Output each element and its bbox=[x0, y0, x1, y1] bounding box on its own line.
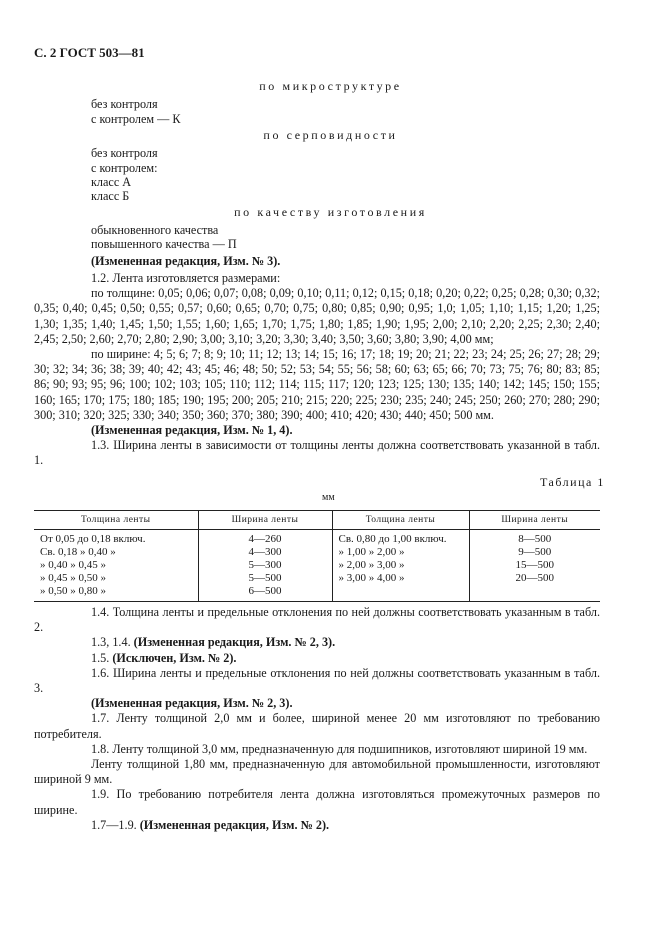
thickness-width-table bbox=[34, 510, 600, 602]
edition-note bbox=[34, 818, 600, 833]
table-cell: 5—500 bbox=[198, 572, 332, 585]
table-cell: » 0,40 » 0,45 » bbox=[40, 559, 106, 571]
clause-1-2 bbox=[34, 271, 600, 469]
table-cell: Св. 0,80 до 1,00 включ. bbox=[332, 530, 469, 547]
edition-note-text: (Исключен, Изм. № 2). bbox=[112, 650, 237, 665]
page-header: С. 2 ГОСТ 503—81 bbox=[34, 45, 145, 60]
table-cell: » 1,00 » 2,00 » bbox=[332, 546, 469, 559]
table-cell: » 0,45 » 0,50 » bbox=[40, 572, 106, 584]
table-cell: Св. 0,18 » 0,40 » bbox=[40, 546, 116, 558]
clause-1-6: 1.6. Ширина ленты и предельные отклонения по ней должны соответствовать указанным в табл. 3. bbox=[34, 665, 600, 696]
edition-note: (Измененная редакция, Изм. № 3). bbox=[91, 254, 281, 268]
list-item: с контролем — К bbox=[91, 112, 181, 126]
section-title-curvature: по серповидности bbox=[263, 128, 398, 142]
clause-number: 1.3, 1.4. bbox=[91, 635, 131, 650]
table-header: Ширина ленты bbox=[198, 511, 332, 530]
clause-number: 1.7—1.9. bbox=[91, 817, 137, 832]
clause-1-3: 1.3. Ширина ленты в зависимости от толщины ленты должна соответствовать указанной в табл. 1. bbox=[34, 438, 600, 468]
clause-1-4: 1.4. Толщина ленты и предельные отклонения по ней должны соответствовать указанным в табл. 2. bbox=[34, 605, 600, 635]
table-header: Толщина ленты bbox=[34, 511, 198, 530]
table-row bbox=[34, 546, 600, 559]
table-row bbox=[34, 559, 600, 572]
edition-note-text: (Измененная редакция, Изм. № 2). bbox=[139, 817, 330, 832]
clause-1-5 bbox=[34, 651, 600, 666]
table-header: Толщина ленты bbox=[332, 511, 469, 530]
thickness-list: по толщине: 0,05; 0,06; 0,07; 0,08; 0,09; 0,10; 0,11; 0,12; 0,15; 0,18; 0,20; 0,22; 0,25; 0,28; 0,30; 0,32; 0,35; 0,40; 0,45; 0,50; 0,55; 0,57; 0,60; 0,65; 0,70; 0,75; 0,80; 0,85; 0,90; 0,95; 1,0; 1,05; 1,10; 1,15; 1,20; 1,25; 1,30; 1,35; 1,40; 1,45; 1,50; 1,55; 1,60; 1,65; 1,70; 1,75; 1,80; 1,85; 1,90; 1,95; 2,00; 2,10; 2,20; 2,25; 2,30; 2,40; 2,45; 2,50; 2,60; 2,70; 2,80; 2,90; 3,00; 3,10; 3,20; 3,30; 3,40; 3,50; 3,60; 3,80; 3,90; 4,00 мм; bbox=[34, 286, 600, 346]
table-cell: 5—300 bbox=[198, 559, 332, 572]
list-item: класс Б bbox=[91, 189, 130, 203]
table-cell bbox=[332, 585, 469, 602]
edition-note: (Измененная редакция, Изм. № 2, 3). bbox=[91, 696, 293, 711]
table-caption: Таблица 1 bbox=[540, 475, 605, 489]
table-cell: » 3,00 » 4,00 » bbox=[332, 572, 469, 585]
table-cell bbox=[469, 585, 600, 602]
table-row bbox=[34, 585, 600, 602]
clause-1-2-intro: 1.2. Лента изготовляется размерами: bbox=[91, 271, 281, 285]
clause-1-8: 1.8. Ленту толщиной 3,0 мм, предназначенную для подшипников, изготовляют шириной 19 мм. bbox=[91, 741, 588, 756]
table-header: Ширина ленты bbox=[469, 511, 600, 530]
list-item: обыкновенного качества bbox=[91, 223, 219, 237]
table-cell: 6—500 bbox=[198, 585, 332, 602]
table-cell: » 0,50 » 0,80 » bbox=[34, 585, 198, 602]
clauses-1-4-to-1-9 bbox=[34, 605, 600, 833]
table-cell: 20—500 bbox=[469, 572, 600, 585]
table-cell: 15—500 bbox=[469, 559, 600, 572]
list-item: без контроля bbox=[91, 97, 158, 111]
table-cell: » 2,00 » 3,00 » bbox=[332, 559, 469, 572]
width-list: по ширине: 4; 5; 6; 7; 8; 9; 10; 11; 12; 13; 14; 15; 16; 17; 18; 19; 20; 21; 22; 23; 24; 25; 26; 27; 28; 29; 30; 32; 34; 36; 38; 39; 40; 42; 43; 45; 46; 48; 50; 52; 53; 54; 55; 56; 58; 60; 63; 65; 66; 70; 73; 75; 76; 80; 83; 85; 86; 90; 93; 95; 96; 100; 102; 103; 105; 110; 112; 114; 115; 117; 120; 123; 125; 130; 135; 140; 142; 145; 150; 155; 160; 165; 170; 175; 180; 185; 190; 195; 200; 205; 210; 215; 220; 225; 230; 235; 240; 245; 250; 260; 270; 280; 290; 300; 310; 320; 325; 330; 340; 350; 360; 370; 380; 390; 400; 410; 420; 430; 440; 450; 500 мм. bbox=[34, 347, 600, 422]
clause-1-9: 1.9. По требованию потребителя лента должна изготовляться промежуточных размеров по ширине. bbox=[34, 787, 600, 817]
table-unit: мм bbox=[322, 492, 335, 503]
clause-1-7: 1.7. Ленту толщиной 2,0 мм и более, шириной менее 20 мм изготовляют по требованию потребителя. bbox=[34, 711, 600, 741]
table-cell: 4—260 bbox=[198, 530, 332, 547]
list-item: класс А bbox=[91, 175, 132, 189]
clause-number: 1.5. bbox=[91, 650, 110, 665]
table-cell: 8—500 bbox=[469, 530, 600, 547]
clause-1-8-extra: Ленту толщиной 1,80 мм, предназначенную для автомобильной промышленности, изготовляют шириной 9 мм. bbox=[34, 757, 600, 787]
edition-note-text: (Измененная редакция, Изм. № 2, 3). bbox=[133, 635, 336, 650]
table-cell: 9—500 bbox=[469, 546, 600, 559]
section-title-quality: по качеству изготовления bbox=[234, 205, 427, 219]
list-item: повышенного качества — П bbox=[91, 237, 237, 251]
section-title-microstructure: по микроструктуре bbox=[259, 79, 402, 93]
table-cell: 4—300 bbox=[198, 546, 332, 559]
edition-note: (Измененная редакция, Изм. № 1, 4). bbox=[91, 423, 293, 438]
table-row bbox=[34, 572, 600, 585]
list-item: с контролем: bbox=[91, 161, 158, 175]
table-cell: От 0,05 до 0,18 включ. bbox=[40, 533, 146, 545]
table-row bbox=[34, 530, 600, 547]
list-item: без контроля bbox=[91, 146, 158, 160]
edition-note bbox=[34, 635, 600, 650]
